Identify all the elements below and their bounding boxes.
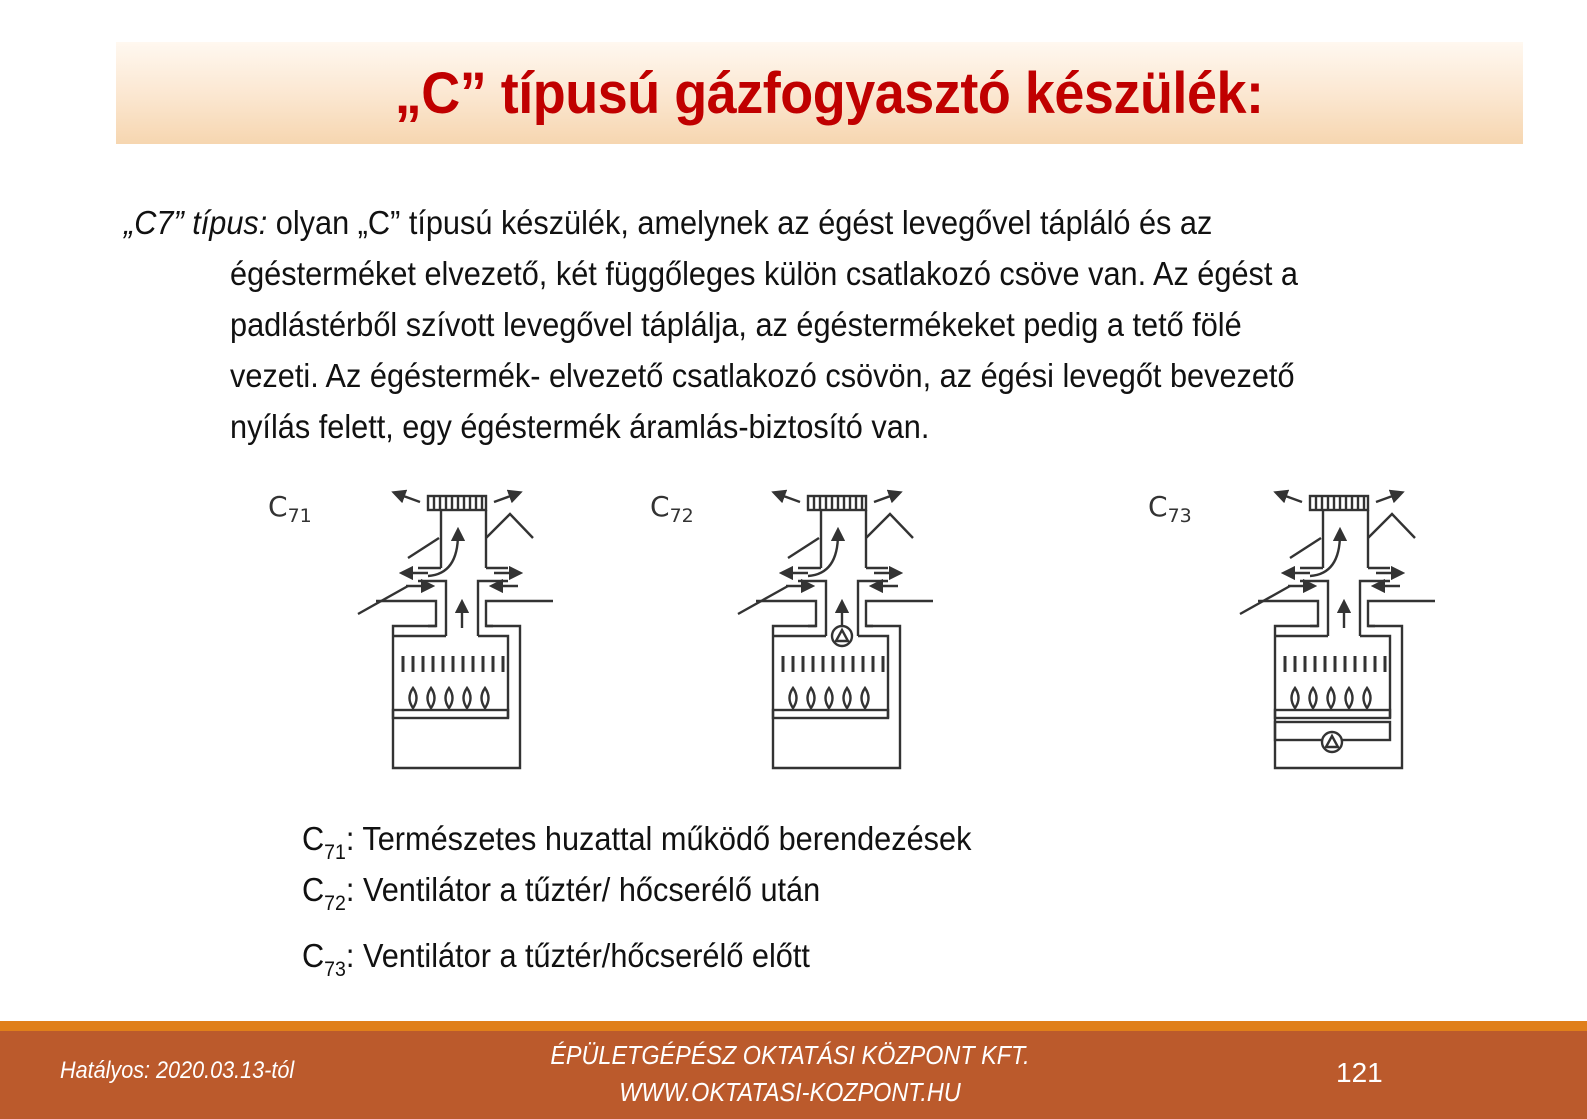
definition-paragraph <box>124 197 1407 452</box>
legend-row-c72: $C_{72}$: Ventilátor a tűztér/ hőcserélő után <box>302 871 821 915</box>
paragraph-line-5: nyílás felett, egy égéstermék áramlás-biztosító van. <box>230 408 930 445</box>
diagram-label-c71: $C_{71}$ <box>268 490 312 527</box>
legend-row-c71: $C_{71}$: Természetes huzattal működő berendezések <box>302 820 972 864</box>
legend-row-c73: $C_{73}$: Ventilátor a tűztér/hőcserélő előtt <box>302 937 810 981</box>
footer-website: WWW.OKTATASI-KOZPONT.HU <box>619 1077 961 1107</box>
footer-valid-from: Hatályos: 2020.03.13-tól <box>60 1057 295 1084</box>
footer-accent-stripe <box>0 1021 1587 1031</box>
footer-company <box>490 1037 1090 1111</box>
appliance-c71-icon <box>258 486 558 771</box>
slide-title: „C” típusú gázfogyasztó készülék: <box>395 60 1264 126</box>
diagram-label-c73: $C_{73}$ <box>1148 490 1192 527</box>
paragraph-line-4: vezeti. Az égéstermék- elvezető csatlakozó csövön, az égési levegőt bevezető <box>230 357 1295 394</box>
diagram-c71 <box>258 486 558 771</box>
paragraph-lead-term: „C7” típus: <box>124 204 268 241</box>
footer <box>0 1031 1587 1119</box>
fan-icon <box>832 626 852 646</box>
paragraph-line-1: „C7” típus: olyan „C” típusú készülék, amelynek az égést levegővel tápláló és az <box>124 204 1213 241</box>
diagram-c73 <box>1140 486 1440 771</box>
diagram-c72 <box>638 486 938 771</box>
appliance-c72-icon <box>638 486 938 771</box>
paragraph-line-2: égésterméket elvezető, két függőleges külön csatlakozó csöve van. Az égést a <box>230 255 1298 292</box>
diagram-label-c72: $C_{72}$ <box>650 490 694 527</box>
page-number: 121 <box>1336 1057 1383 1088</box>
fan-icon <box>1275 722 1390 752</box>
paragraph-line-3: padlástérből szívott levegővel táplálja, az égéstermékeket pedig a tető fölé <box>230 306 1242 343</box>
appliance-c73-icon <box>1140 486 1440 771</box>
title-bar <box>116 42 1523 144</box>
footer-company-name: ÉPÜLETGÉPÉSZ OKTATÁSI KÖZPONT KFT. <box>550 1040 1030 1070</box>
